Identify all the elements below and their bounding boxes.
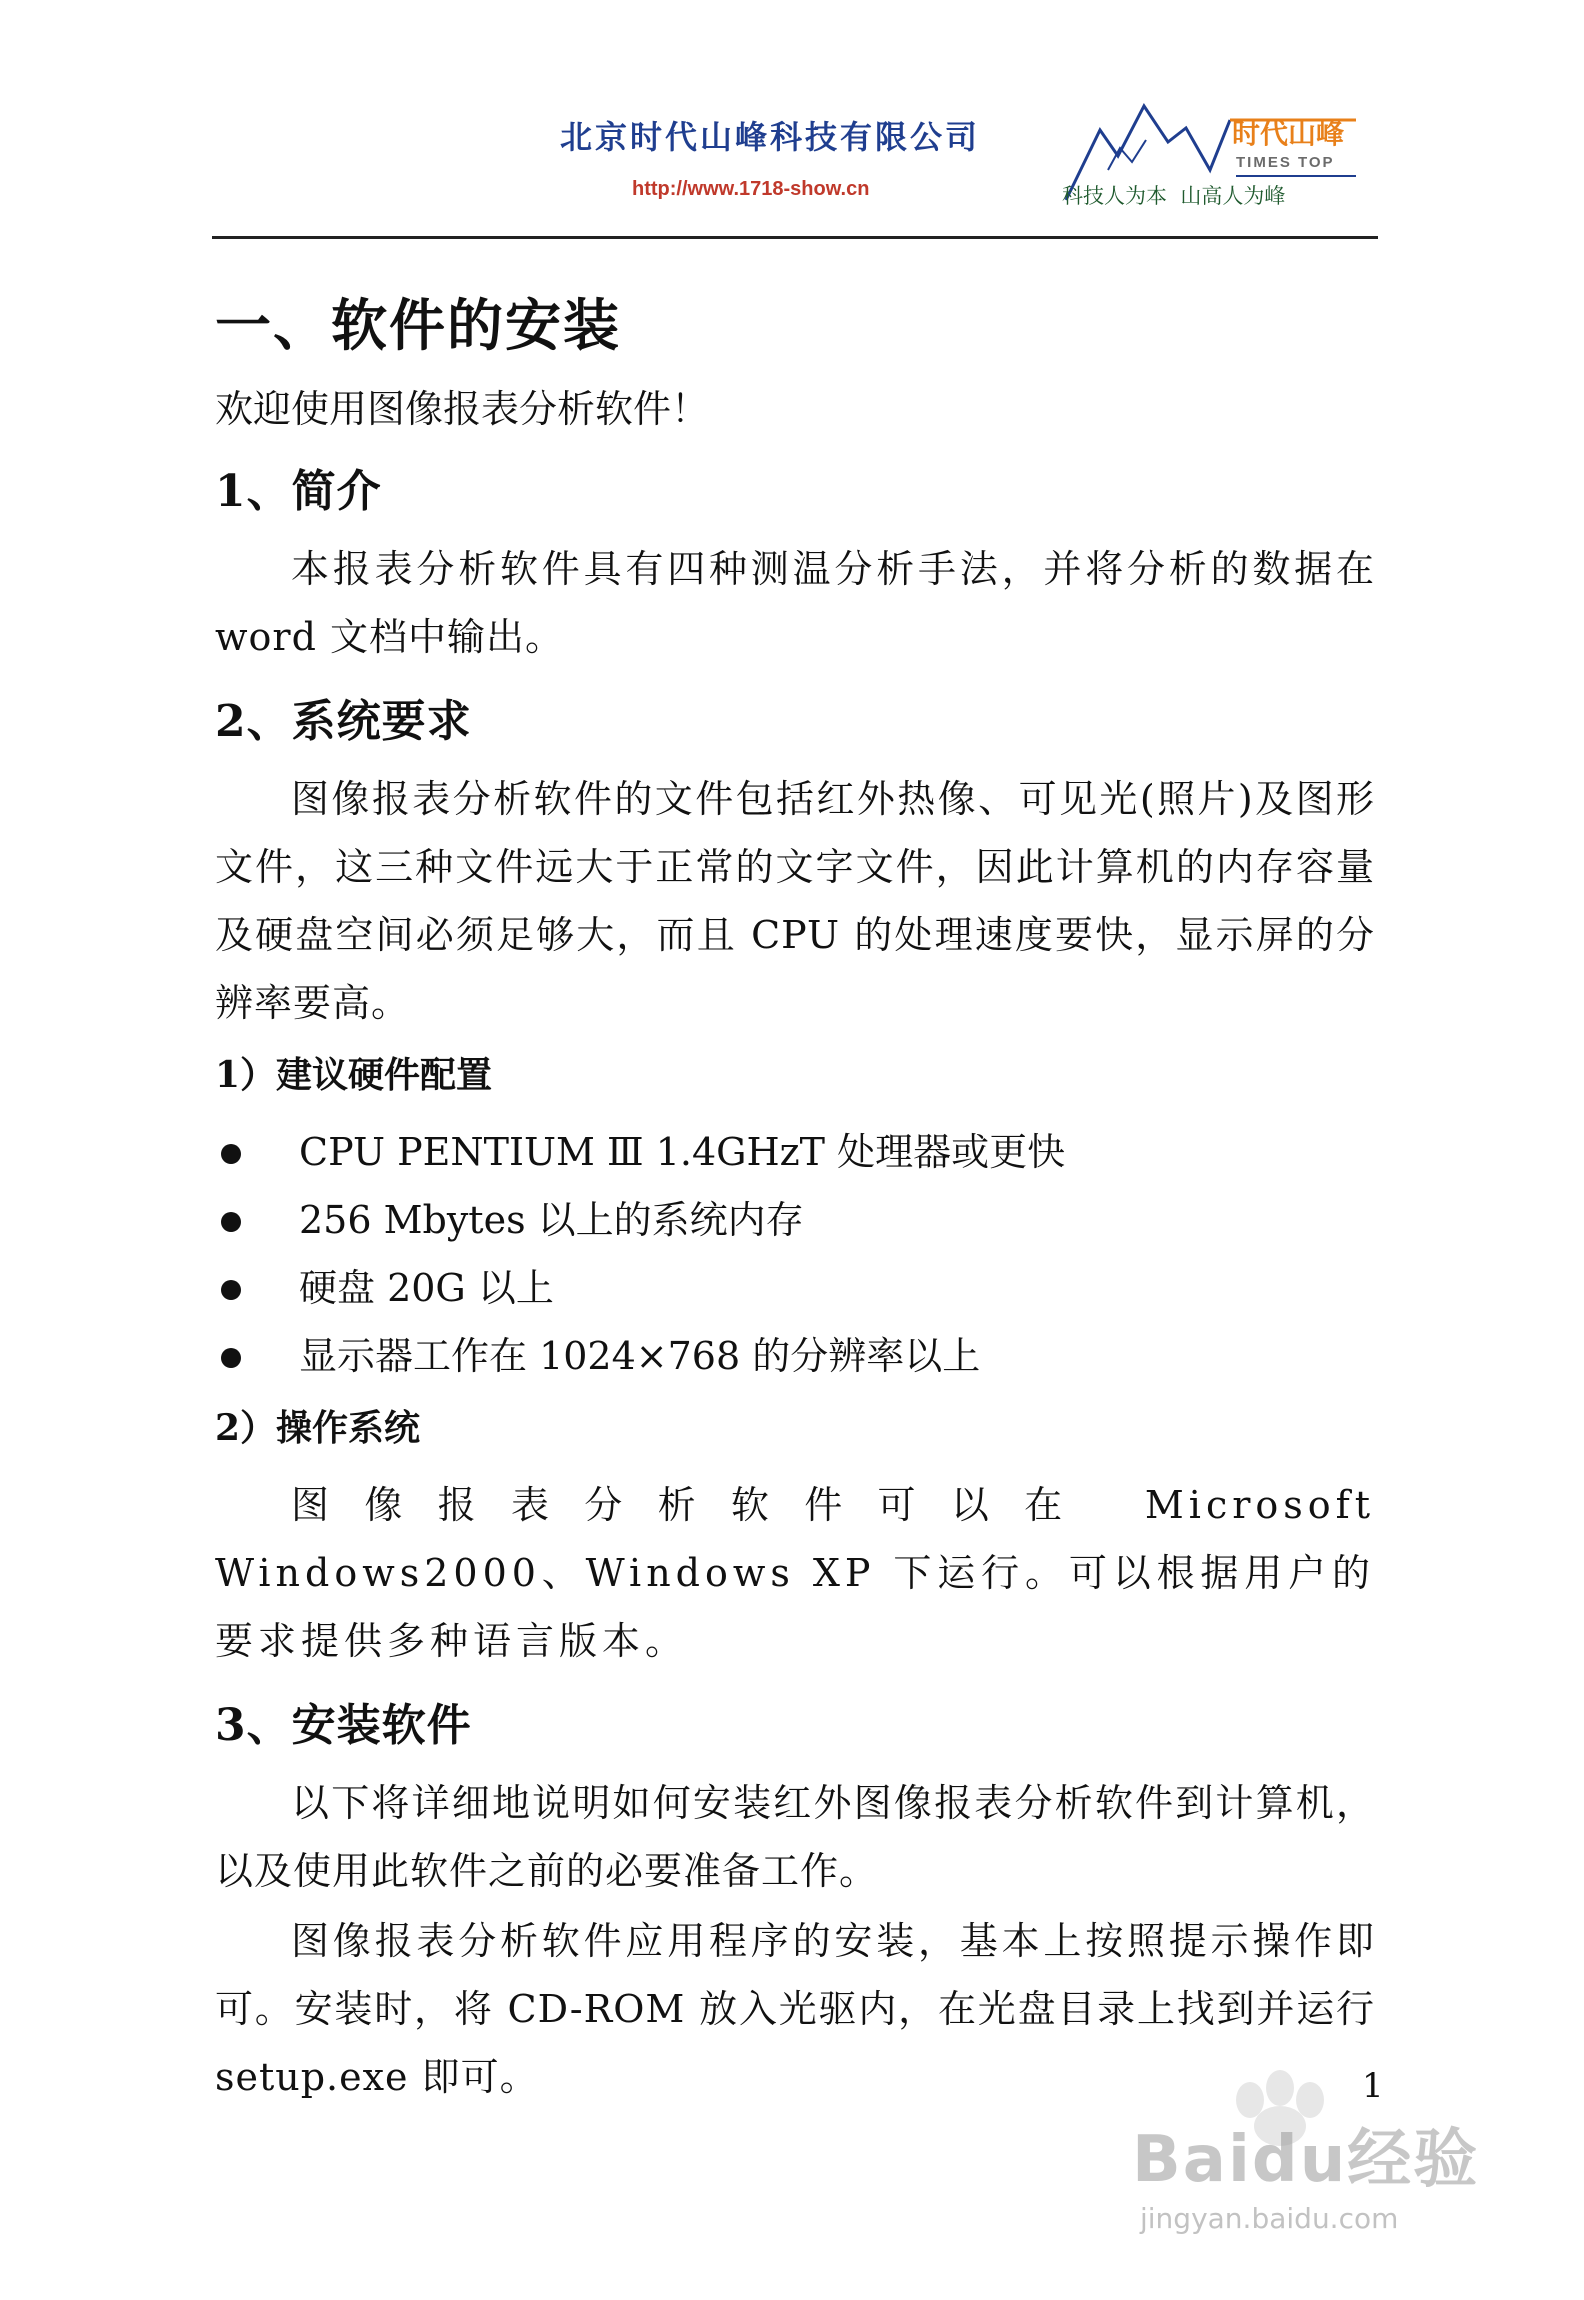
page-number: 1: [1362, 2066, 1384, 2106]
hardware-list: [215, 1118, 1375, 1390]
bullet-icon: [221, 1144, 241, 1164]
watermark-url: jingyan.baidu.com: [1140, 2202, 1399, 2235]
logo-name: 时代山峰: [1232, 117, 1345, 150]
subheading-hardware: 1）建议硬件配置: [215, 1054, 493, 1096]
bullet-icon: [221, 1280, 241, 1300]
watermark-brand: Baidu经验: [1132, 2123, 1480, 2197]
company-url[interactable]: http://www.1718-show.cn: [632, 178, 870, 200]
section-heading-intro: 1、简介: [215, 466, 382, 517]
header-divider: [212, 236, 1378, 239]
requirements-paragraph: 图像报表分析软件的文件包括红外热像、可见光(照片)及图形文件，这三种文件远大于正常的文字文件，因此计算机的内存容量及硬盘空间必须足够大，而且 CPU 的处理速度要快，显示屏的分辨率要高。: [215, 777, 1375, 1025]
bullet-icon: [221, 1348, 241, 1368]
chapter-title: 一、软件的安装: [215, 293, 621, 359]
intro-paragraph: 本报表分析软件具有四种测温分析手法，并将分析的数据在word 文档中输出。: [215, 547, 1375, 659]
section-heading-requirements: 2、系统要求: [215, 696, 472, 747]
bullet-icon: [221, 1212, 241, 1232]
list-item: CPU PENTIUM Ⅲ 1.4GHzT 处理器或更快: [215, 1118, 1375, 1186]
list-item: 256 Mbytes 以上的系统内存: [215, 1186, 1375, 1254]
list-item: 显示器工作在 1024×768 的分辨率以上: [215, 1322, 1375, 1390]
install-paragraph-1: 以下将详细地说明如何安装红外图像报表分析软件到计算机，以及使用此软件之前的必要准备工作。: [215, 1781, 1375, 1893]
document-body: [215, 270, 1375, 2113]
company-name: 北京时代山峰科技有限公司: [560, 118, 981, 156]
list-item: 硬盘 20G 以上: [215, 1254, 1375, 1322]
subheading-os: 2）操作系统: [215, 1407, 421, 1449]
os-paragraph: 图像报表分析软件可以在 Microsoft Windows2000、Windows XP 下运行。可以根据用户的要求提供多种语言版本。: [215, 1483, 1375, 1663]
section-heading-install: 3、安装软件: [215, 1700, 472, 1751]
logo-slogan: 科技人为本 山高人为峰: [1062, 184, 1286, 208]
welcome-text: 欢迎使用图像报表分析软件！: [215, 387, 710, 431]
install-paragraph-2: 图像报表分析软件应用程序的安装，基本上按照提示操作即可。安装时，将 CD-ROM 放入光驱内，在光盘目录上找到并运行 setup.exe 即可。: [215, 1919, 1375, 2099]
logo-english: TIMES TOP: [1236, 154, 1335, 171]
